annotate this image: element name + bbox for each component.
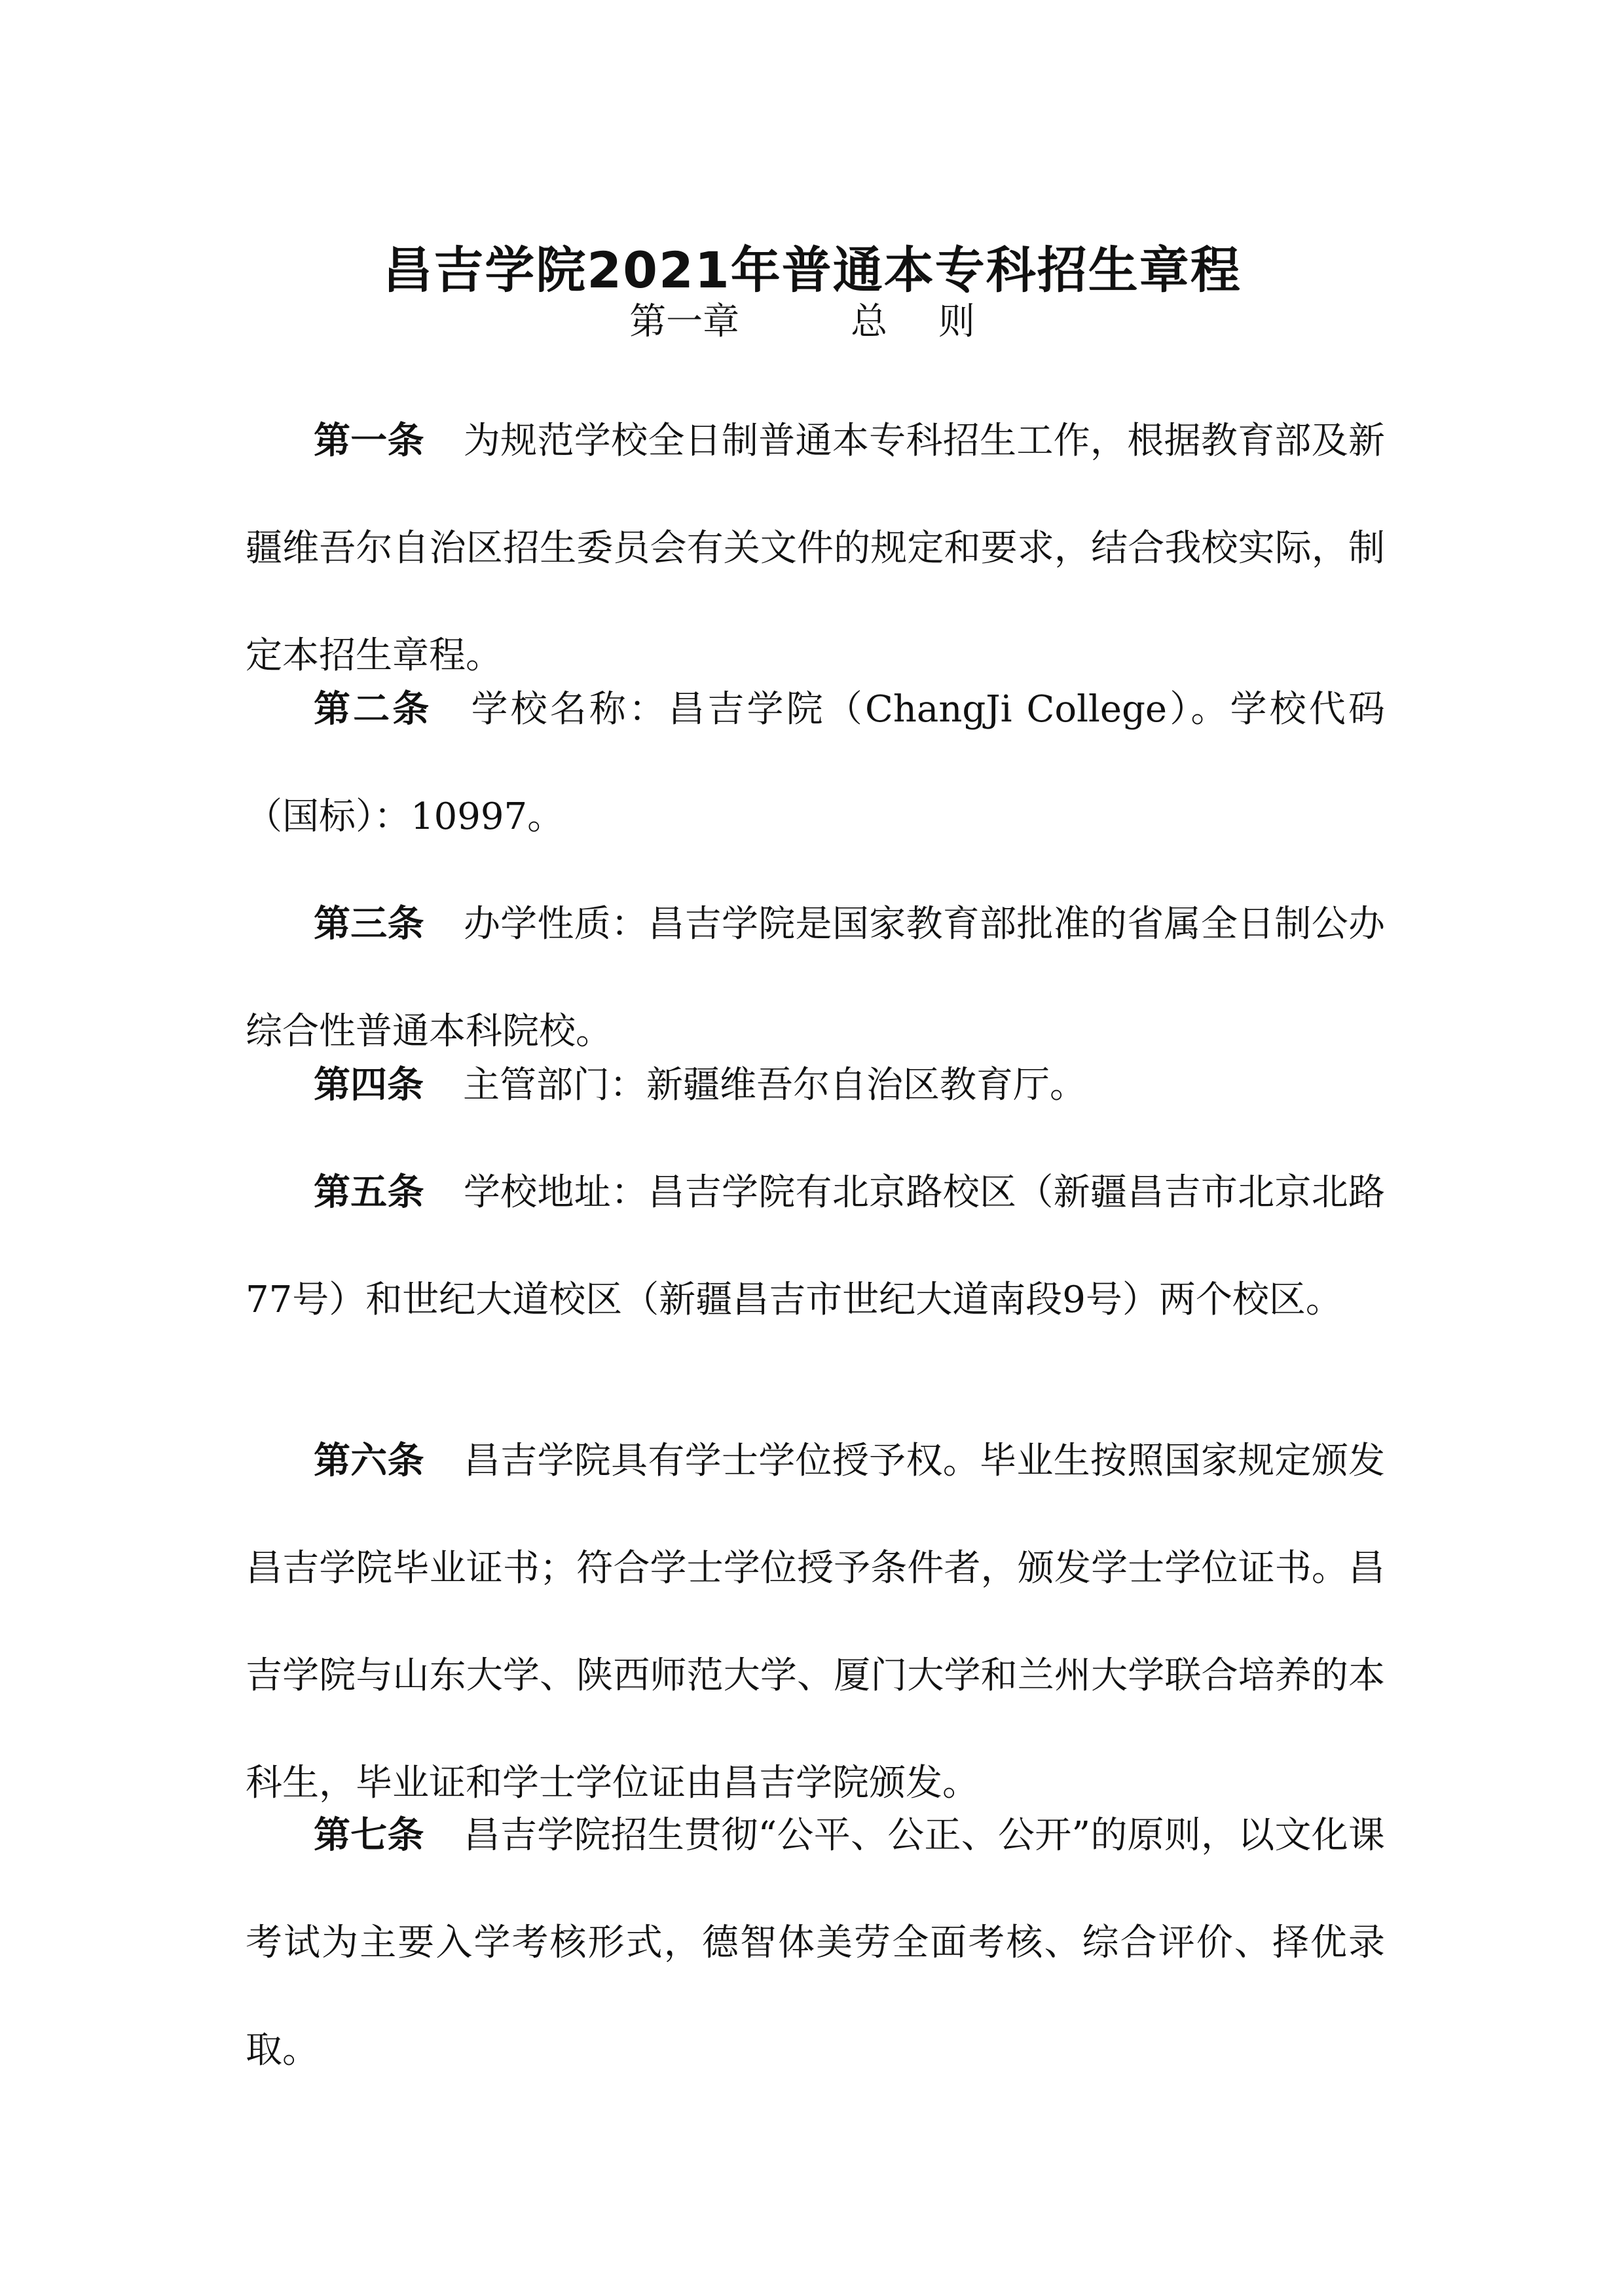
article-5 xyxy=(246,1139,1385,1354)
article-text: 昌吉学院具有学士学位授予权。毕业生按照国家规定颁发昌吉学院毕业证书；符合学士学位授予条件者，颁发学士学位证书。昌吉学院与山东大学、陕西师范大学、厦门大学和兰州大学联合培养的本科生，毕业证和学士学位证由昌吉学院颁发。 xyxy=(246,1440,1386,1804)
article-label: 第二条 xyxy=(314,688,432,731)
article-2 xyxy=(246,656,1385,871)
document-title: 昌吉学院2021年普通本专科招生章程 xyxy=(382,240,1242,299)
chapter-name: 总 则 xyxy=(851,301,995,343)
article-label: 第七条 xyxy=(314,1814,424,1857)
article-label: 第三条 xyxy=(314,903,424,945)
article-text: 办学性质：昌吉学院是国家教育部批准的省属全日制公办综合性普通本科院校。 xyxy=(246,903,1386,1053)
article-label: 第四条 xyxy=(314,1064,424,1106)
article-text: 主管部门：新疆维吾尔自治区教育厅。 xyxy=(463,1064,1086,1106)
article-text: 学校名称：昌吉学院（ChangJi College）。学校代码（国标）：10997。 xyxy=(246,688,1385,838)
article-7 xyxy=(246,1782,1385,2104)
article-label: 第一条 xyxy=(314,420,424,462)
article-text: 为规范学校全日制普通本专科招生工作，根据教育部及新疆维吾尔自治区招生委员会有关文件的规定和要求，结合我校实际，制定本招生章程。 xyxy=(246,420,1386,677)
article-label: 第五条 xyxy=(314,1171,424,1214)
article-label: 第六条 xyxy=(314,1440,424,1482)
article-4 xyxy=(246,1032,1385,1139)
article-text: 学校地址：昌吉学院有北京路校区（新疆昌吉市北京北路77号）和世纪大道校区（新疆昌吉市世纪大道南段9号）两个校区。 xyxy=(246,1171,1386,1321)
article-6 xyxy=(246,1408,1385,1837)
chapter-number: 第一章 xyxy=(629,301,740,343)
chapter-heading xyxy=(0,296,1624,348)
article-text: 昌吉学院招生贯彻“公平、公正、公开”的原则，以文化课考试为主要入学考核形式，德智体美劳全面考核、综合评价、择优录取。 xyxy=(246,1814,1386,2071)
